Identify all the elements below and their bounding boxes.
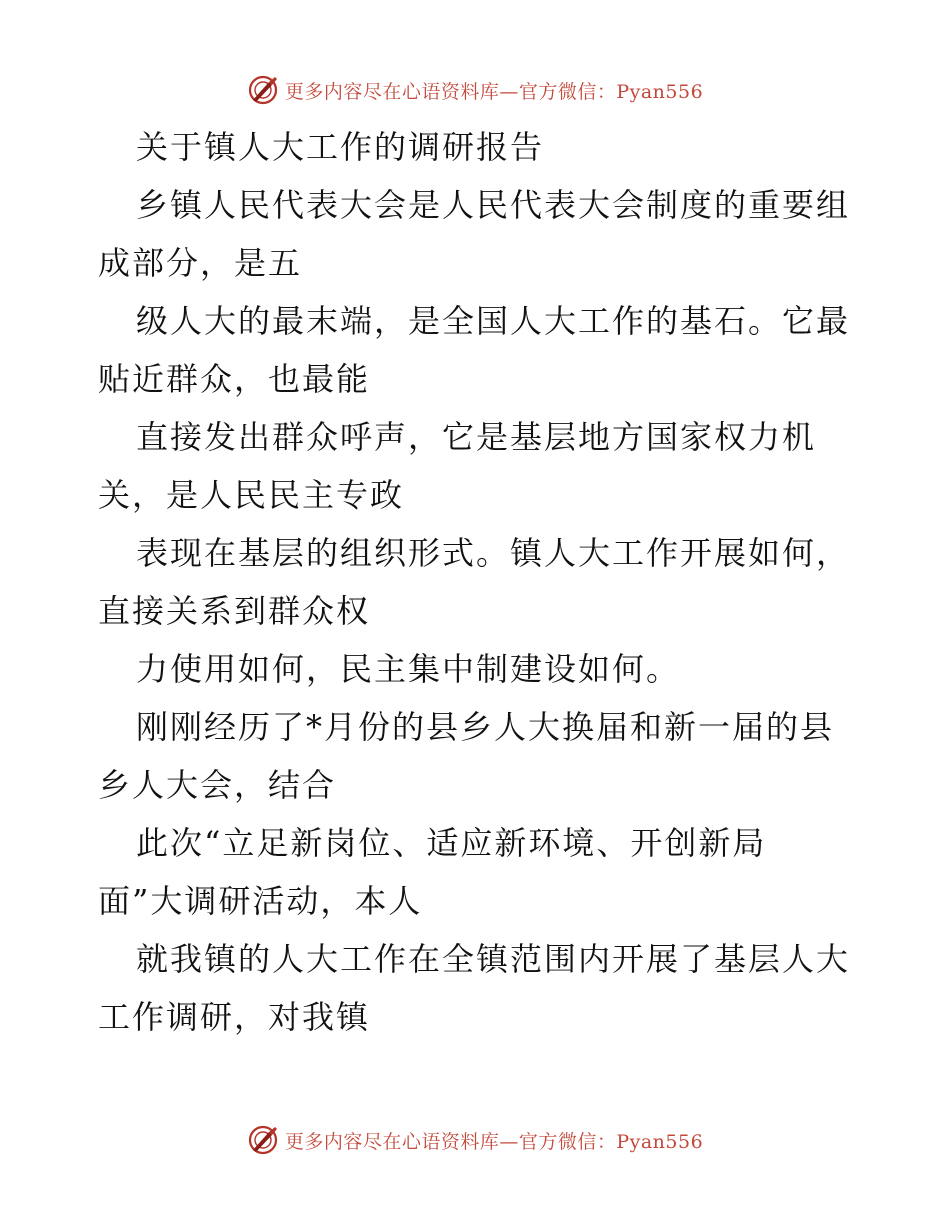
paragraph-line: 力使用如何，民主集中制建设如何。 [136, 650, 681, 688]
paragraph-line: 贴近群众，也最能 [98, 360, 371, 398]
paragraph-line: 直接关系到群众权 [98, 592, 371, 630]
paragraph-line: 表现在基层的组织形式。镇人大工作开展如何， [136, 534, 851, 572]
quill-pen-logo-icon [247, 74, 279, 106]
paragraph-line: 此次“立足新岗位、适应新环境、开创新局 [136, 824, 767, 862]
quill-pen-logo-icon [247, 1124, 279, 1156]
paragraph-line: 刚刚经历了*月份的县乡人大换届和新一届的县 [136, 708, 835, 746]
header-watermark-banner [0, 70, 950, 110]
footer-watermark-banner [0, 1120, 950, 1160]
paragraph-line: 工作调研，对我镇 [98, 998, 371, 1036]
paragraph-line: 面”大调研活动，本人 [98, 882, 423, 920]
paragraph-line: 乡人大会，结合 [98, 766, 337, 804]
paragraph-line: 直接发出群众呼声，它是基层地方国家权力机 [136, 418, 817, 456]
header-watermark-text: 更多内容尽在心语资料库—官方微信：Pyan556 [284, 80, 704, 103]
document-title: 关于镇人大工作的调研报告 [136, 128, 545, 166]
paragraph-line: 级人大的最末端，是全国人大工作的基石。它最 [136, 302, 851, 340]
document-body [98, 118, 858, 1046]
footer-watermark-text: 更多内容尽在心语资料库—官方微信：Pyan556 [284, 1130, 704, 1153]
paragraph-line: 关，是人民民主专政 [98, 476, 405, 514]
paragraph-line: 乡镇人民代表大会是人民代表大会制度的重要组 [136, 186, 851, 224]
paragraph-line: 成部分，是五 [98, 244, 303, 282]
paragraph-line: 就我镇的人大工作在全镇范围内开展了基层人大 [136, 940, 851, 978]
